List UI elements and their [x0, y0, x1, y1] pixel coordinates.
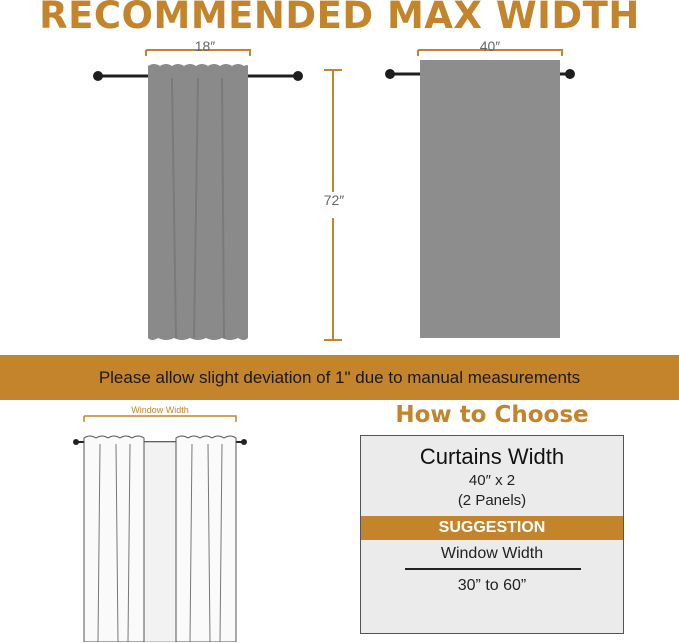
rod-finial-right — [565, 69, 575, 79]
window-width-heading: Window Width — [440, 545, 544, 562]
rod-finial-left — [385, 69, 395, 79]
suggestion-bar — [361, 516, 623, 540]
flat-curtain-illustration — [380, 38, 580, 342]
length-label: 72″ — [323, 192, 345, 208]
how-to-choose-box — [360, 435, 624, 634]
rod-finial-right — [241, 439, 247, 445]
window-width-label: Window Width — [131, 405, 189, 415]
suggestion-label: SUGGESTION — [438, 519, 546, 536]
gathered-curtain-illustration — [88, 38, 318, 350]
rod-finial-left — [93, 71, 103, 81]
flat-width-label: 40″ — [479, 38, 501, 54]
curtains-width-value: 40″ x 2 — [468, 472, 516, 489]
deviation-notice-text: Please allow slight deviation of 1" due to manual measurements — [98, 367, 581, 387]
right-curtain-panel — [176, 436, 236, 642]
window-width-range: 30” to 60” — [457, 577, 527, 594]
rod-finial-right — [293, 71, 303, 81]
rod-pocket-width-label: 18″ — [194, 38, 216, 54]
left-curtain-panel — [84, 436, 144, 642]
window-frame — [142, 442, 178, 642]
deviation-notice-banner — [0, 355, 679, 400]
divider — [405, 568, 581, 570]
curtains-width-label: Curtains Width — [419, 444, 565, 469]
window-curtain-diagram — [70, 402, 250, 642]
curtain-panel — [420, 60, 560, 338]
rod-finial-left — [73, 439, 79, 445]
page-title: RECOMMENDED MAX WIDTH — [39, 0, 640, 37]
panel-count: (2 Panels) — [457, 492, 527, 509]
window-width-bracket — [84, 416, 236, 422]
how-to-choose-title: How to Choose — [395, 402, 589, 428]
